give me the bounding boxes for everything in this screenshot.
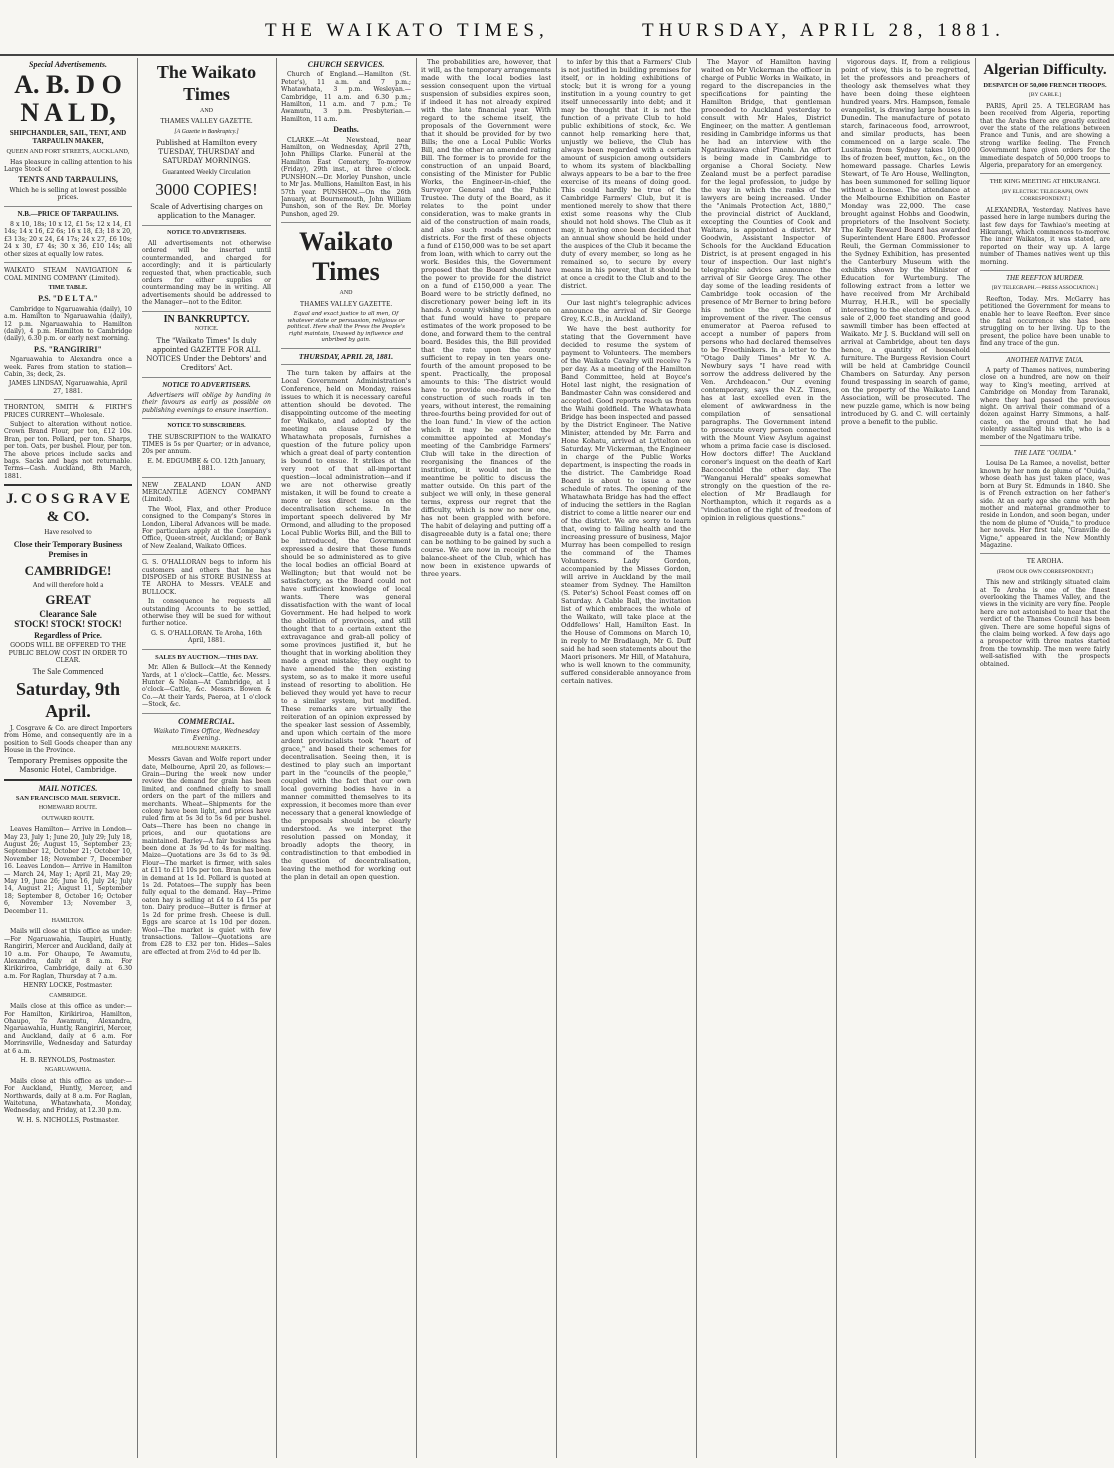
column-8: [980, 58, 1110, 1458]
te-aroha-sub: (FROM OUR OWN CORRESPONDENT.): [996, 568, 1094, 575]
edgumbe-sign: E. M. EDGUMBE & CO. 12th January, 1881.: [147, 457, 266, 473]
sf-mail-heading: SAN FRANCISCO MAIL SERVICE.: [15, 794, 121, 802]
temp-premises: Temporary Premises opposite the Masonic Hotel, Cambridge.: [8, 756, 128, 774]
postmaster-nicholls: W. H. S. NICHOLLS, Postmaster.: [16, 1116, 120, 1124]
tents-heading: TENTS AND TARPAULINS,: [18, 175, 118, 185]
nz-loan-heading: NEW ZEALAND LOAN AND MERCANTILE AGENCY COMPANY (Limited).: [142, 481, 271, 504]
despatch-heading: DESPATCH OF 50,000 FRENCH TROOPS.: [983, 82, 1107, 89]
reefton-sub: [BY TELEGRAPH.—PRESS ASSOCIATION.]: [991, 285, 1099, 292]
algerian-text: PARIS, April 25. A TELEGRAM has been received from Algeria, reporting that the Arabs there are greatly excited over the state of the relations between France and Tunis, and are showing a strong warlike feeling. The French Government have given orders for the immediate despatch of 50,000 troops to Algeria, preparatory for an emergency.: [980, 102, 1110, 170]
title-and: AND: [200, 108, 213, 114]
column-rule: [556, 58, 557, 1458]
outward-heading: OUTWARD ROUTE.: [41, 815, 95, 822]
column-rule: [137, 58, 138, 1458]
cosgrave-name: J. C O S G R A V E & CO.: [5, 491, 131, 526]
timetable-heading: TIME TABLE.: [48, 284, 88, 291]
divider: [142, 377, 271, 378]
divider: [142, 713, 271, 714]
divider: [281, 222, 411, 223]
ouida-text: Louisa De La Ramee, a novelist, better known by her nom de plume of "Ouida," whose death has just taken place, was born at Bury St. Edmunds in 1840. She is of French extraction on her father's side. At an early age she came with her mother and maternal grandmother to reside in London, and soon began, under the nom de plume of "Ouida," to produce her novels. Her first tale, "Granville de Vigne," appeared in the New Monthly Magazine.: [980, 460, 1110, 549]
king-meeting-heading: THE KING MEETING AT HIKURANGI.: [989, 178, 1101, 186]
divider: [980, 553, 1110, 554]
notice-advertisers-heading: NOTICE TO ADVERTISERS.: [167, 229, 246, 236]
editorial-date: THURSDAY, APRIL 28, 1881.: [298, 351, 394, 361]
divider: [4, 206, 132, 207]
cosgrave-hold: And will therefore hold a: [32, 580, 104, 589]
masthead: [0, 18, 1114, 56]
delta-heading: P.S. "D E L T A.": [38, 294, 98, 304]
scale-text: Scale of Advertising charges on application to the Manager.: [150, 202, 263, 220]
column-rule: [836, 58, 837, 1458]
thornton-heading: THORNTON, SMITH & FIRTH'S PRICES CURRENT—Wholesale.: [4, 404, 132, 419]
divider: [4, 262, 132, 263]
divider: [4, 779, 132, 781]
tarpaulin-price-heading: N.B.—PRICE OF TARPAULINS.: [17, 209, 119, 218]
special-ads-heading: Special Advertisements.: [29, 60, 107, 69]
regardless-heading: Regardless of Price.: [34, 630, 102, 640]
church-text: Church of England.—Hamilton (St. Peter's), 11 a.m. and 7 p.m.; Whatawhata, 3 p.m. Wesleyan.—Cambridge, 11 a.m. and 6.30 p.m.; Hamilton, 11 a.m. and 7 p.m.; Te Awamutu, 3 p.m. Presbyterian.—Hamilton, 11 a.m.: [281, 71, 411, 123]
notice-subscribers-heading: NOTICE TO SUBSCRIBERS.: [167, 423, 246, 430]
sales-heading: SALES BY AUCTION.—THIS DAY.: [155, 653, 258, 661]
ngaruawahia-mail-text: Mails close at this office as under:—For Auckland, Huntly, Mercer, and Northwards, daily at 8 a.m. For Raglan, Waitetuna, Whatawhata, Monday, Wednesday, and Friday, at 12.30 p.m.: [4, 1077, 132, 1115]
title-and-2: AND: [339, 290, 353, 297]
melbourne-heading: MELBOURNE MARKETS.: [171, 745, 241, 752]
cambridge-heading: CAMBRIDGE!: [24, 562, 112, 578]
column-rule: [696, 58, 697, 1458]
king-meeting-sub: [BY ELECTRIC TELEGRAPH, OWN CORRESPONDENT.]: [1001, 188, 1089, 203]
published-text: Published at Hamilton every TUESDAY, THURSDAY and SATURDAY MORNINGS.: [155, 139, 258, 166]
delta-text: Cambridge to Ngaruawahia (daily), 10 a.m. Hamilton to Ngaruawahia (daily), 12 p.m. Ngaruawahia to Hamilton (daily), 4 p.m. Hamilton to Cambridge (daily), 6.30 p.m. or early next morning.: [4, 305, 132, 343]
divider: [142, 649, 271, 650]
ouida-heading: THE LATE "OUIDA.": [1013, 449, 1077, 458]
great-heading: GREAT: [45, 592, 91, 608]
algerian-heading: Algerian Difficulty.: [983, 62, 1107, 78]
divider: [281, 348, 411, 349]
nz-loan-text: The Wool, Flax, and other Produce consigned to the Company's Stores in London, Liberal Advances will be made. For particulars apply at the Company's Office, Queen-street, Auckland; or Bank of New Zealand, Waikato Offices.: [142, 505, 271, 550]
divider: [4, 484, 132, 486]
ngaruawahia-mail-heading: NGARUAWAHIA.: [44, 1067, 92, 1074]
ohalloran-text: In consequence he requests all outstanding Accounts to be settled, otherwise they will be sued for without further notice.: [142, 598, 271, 628]
divider: [980, 445, 1110, 446]
sale-commenced: The Sale Commenced: [32, 666, 104, 676]
rangiriri-text: Ngaruawahia to Alexandra once a week. Fares from station to station—Cabin, 3s; deck, 2s.: [4, 356, 132, 378]
deaths-text: CLARKE.—At Newstead, near Hamilton, on Wednesday, April 27th, John Phillips Clarke. Funeral at the Hamilton East Cemetery, To-morrow (Friday), 29th inst., at three o'clock. PUNSHON.—Dr. Morley Punshon, uncle to Mr Jas. Mullions, Hamilton East, in his 57th year. PUNSHON.—On the 26th January, at Bournemouth, John William Punshon, son of the Rev. Dr. Morley Punshon, aged 29.: [281, 136, 411, 218]
motto: Equal and exact justice to all men, Of whatever state or persuasion, religious or political. Here shall the Press the People's right maintain, Unawed by influence and unbribed by gain.: [287, 310, 405, 344]
tarpaulin-prices: 8 x 10, 18s; 10 x 12, £1 5s; 12 x 14, £1 14s; 14 x 16, £2 6s; 16 x 18, £3; 18 x 20, £3 13s; 20 x 24, £4 17s; 24 x 27, £6 10s; 24 x 30, £7 4s; 30 x 36, £10 14s; all other sizes at equally low rates.: [4, 221, 132, 258]
rangiriri-heading: P.S. "RANGIRIRI": [34, 344, 102, 354]
column-7: [841, 58, 970, 1458]
mail-schedule: Leaves Hamilton— Arrive in London— May 23, July 1; June 20, July 29; July 18, August 26; August 15, September 23; September 12, October 21; October 10, November 18; November 7, December 16. Leaves London— Arrive in Hamilton— March 24, May 1; April 21, May 29; May 19, June 26; June 16, July 24; July 14, August 21; August 11, September 18; September 8, October 16; October 6, November 13; November 3, December 11.: [4, 826, 132, 915]
abd-trade: SHIPCHANDLER, SAIL, TENT, AND TARPAULIN MAKER,: [9, 129, 127, 145]
cambridge-mail-heading: CAMBRIDGE.: [49, 992, 87, 999]
king-meeting-text: ALEXANDRA, Yesterday. Natives have passed here in large numbers during the last few days for Tawhiao's meeting at Hikurangi, which commences to-morrow. The inner Waikatos, it was stated, are reported on their way up. A large number of Thames natives went up this morning.: [980, 206, 1110, 266]
notice-subscribers-text: THE SUBSCRIPTION to the WAIKATO TIMES is 5s per Quarter; or in advance, 20s per annum.: [142, 433, 271, 456]
divider: [980, 270, 1110, 271]
bankruptcy-heading: IN BANKRUPTCY.: [163, 313, 250, 325]
commercial-heading: COMMERCIAL.: [178, 716, 235, 726]
gazette-sub: [A Gazette in Bankruptcy.]: [174, 128, 239, 135]
by-cable: [BY CABLE.]: [1029, 92, 1061, 99]
editorial-text-1: The turn taken by affairs at the Local Government Administration's Conference, held on Monday, raises issues to which it is necessary careful attention should be devoted. The disappointing outcome of the meeting for Waikato, and adopted by the meeting on clause 2 of the Whatawhata proposals, furnishes a question of the future policy upon which a great deal of party contention is bound to ensue. It strikes at the very root of that all-important question—local administration—and if we are not otherwise greatly mistaken, it will be found to create a more or less direct issue on the decentralisation scheme. In the important speech delivered by Mr Ormond, and alluding to the proposed Local Public Works Bill, and the Bill to be introduced, the Government expressed a desire that these funds should be so administered as to give the local bodies an official Board at Wellington; but that would not be satisfactory, as the Board could not have sufficient knowledge of local wants. There was general dissatisfaction with the want of local Government. He had helped to work the abolition of provinces, and still thought that to a certain extent the extravagance and grab-all policy of some provinces justified it, but he thought that in working abolition they made a great mistake; they ought to have amended the then existing system, so as to make it more useful instead of resorting to abolition. He believed they would yet have to recur to a similar system, but modified. These remarks are virtually the reiteration of an opinion expressed by the speaker last session of Assembly, and upon which certain of the more ardent provincialists took "heart of grace," and based their schemes for decentralisation. Seeing then, it is destined to play such an important part in the "councils of the people," coupled with the fact that our own local governing bodies have in a manner committed themselves to its expression, it becomes more than ever necessary that a general knowledge of the proposals should be clearly understood. As we interpret the resolution passed on Monday, it broadly adopts the theory, in contradistinction to that embodied in the question of decentralisation, leaving the method for working out the plan in detail an open question.: [281, 369, 411, 882]
guaranteed-text: Guaranteed Weekly Circulation: [162, 168, 251, 177]
divider: [142, 418, 271, 419]
masthead-date: THURSDAY, APRIL 28, 1881.: [642, 20, 1005, 41]
gazette-title-2: THAMES VALLEY GAZETTE.: [299, 299, 393, 308]
local-news-text: We have the best authority for stating that the Government have decided to resume the system of payment to Volunteers. The members of the Waikato Cavalry will receive 7s per day. As a meeting of the Hamilton Band Committee, held at Boyce's Hotel last night, the resignation of Bandmaster Cahn was considered and accepted. Good reports reach us from the Waihi goldfield. The Whatawhata Bridge has been inspected and passed by the District Engineer. The Native Minister, attended by Mr. Farra and Hone Kohatu, arrived at Lyttelton on Saturday. Mr Vickerman, the Engineer in charge of the Public Works department, is inspecting the roads in the district. The Cambridge Road Board is about to issue a new schedule of rates. The opening of the Whatawhata Bridge has had the effect of inducing the settlers in the Raglan district to come a little nearer our end of the district. We are sorry to learn that, owing to failing health and the increasing pressure of business, Major Murray has been compelled to resign the command of the Thames Volunteers. Lady Gordon, accompanied by the Misses Gordon, will arrive in Auckland by the mail steamer from Sydney. The Hamilton (S. Peter's) School Feast comes off on Saturday. A Cable Ball, the invitation list of which embraces the whole of the Waikato, will take place at the Oddfellows' Hall, Hamilton East. In the House of Commons on March 10, in reply to Mr Bradlaugh, Mr G. Duff said he had seen statements about the Maori prisoners. Mr Hill, of Matahura, who is well known to the community, suffered considerable annoyance from certain natives.: [561, 325, 691, 685]
tents-sub: Which he is selling at lowest possible prices.: [9, 186, 127, 202]
column-rule: [416, 58, 417, 1458]
column-rule: [276, 58, 277, 1458]
deaths-heading: Deaths.: [333, 125, 359, 135]
column-3: [281, 58, 411, 1458]
native-taua-text: A party of Thames natives, numbering close on a hundred, are now on their way to King's meeting, arrived at Cambridge on Monday from Taranaki, where they had passed the previous night. On arrival their command of a dozen against Harry Simmons, a half-caste, on the ground that he had violently assaulted his wife, who is a member of the Ngatimaru tribe.: [980, 367, 1110, 441]
notice-advertisers-text: All advertisements not otherwise ordered will be inserted until countermanded, and charged for accordingly; and it is particularly requested that, when practicable, such orders for either supplies or countermanding may be in writing. All advertisements should be addressed to the Manager—not to the Editor.: [142, 240, 271, 307]
local-news-text-3: vigorous days. If, from a religious point of view, this is to be regretted, let the professors and preachers of theology ask themselves what they have been doing these eighteen hundred years. Mrs. Hampson, female evangelist, is drawing large houses in Dunedin. The manufacture of potato starch, farinaceous food, arrowroot, and similar products, has been commenced on a large scale. The Lusitania from Sydney takes 10,000 lbs of frozen beef, mutton, &c., on the homeward passage. Charles Lewis Stewart, of Te Aro House, Wellington, has been summoned for selling liquor without a license. The attendance at the Melbourne Exhibition on Easter Monday was 22,000. The case brought against Hobbs and Goodwin, proprietors of the Insolvent Society. The Kelly Reward Board has awarded Superintendent Hare £800. Professor Reuli, the German Commissioner to the Sydney Exhibition, has presented the Canterbury Museum with the exhibits shown by the Minister of Education for Wurtemburg. The following extract from a letter we have received from Mr Archibald Murray, H.H.R., will be specially interesting to the electors of Bruce. A sale of 2,000 feet standing and good sawmill timber has been effected at Waikato. Mr J. S. Buckland will sell on arrival at Cambridge, about ten days hence, a quantity of household furniture. The Burgess Revision Court will be held at Cambridge Council Chambers on Saturday. Any person found trespassing in search of game, on the property of the Waikato Land Association, will be prosecuted. The new puzzle game, which is now being introduced by G. and C. will certainly prove a benefit to the public.: [841, 58, 970, 426]
masthead-title: THE WAIKATO TIMES,: [265, 20, 549, 41]
thornton-text: Subject to alteration without notice. Crown Brand Flour, per ton, £12 10s. Bran, per ton. Pollard, per ton. Sharps, per ton. Oats, per bushel. Flour, per ton. The above prices include sacks and bags. Sacks and bags not returnable. Terms—Cash. Auckland, 8th March, 1881.: [4, 421, 132, 480]
copies-heading: 3000 COPIES!: [155, 179, 258, 199]
column-4: [421, 58, 551, 1458]
bankruptcy-text: The "Waikato Times" Is duly appointed GAZETTE FOR ALL NOTICES Under the Debtors' and Creditors' Act.: [146, 336, 267, 372]
melbourne-text: Messrs Gavan and Wolfe report under date, Melbourne, April 20, as follows:—Grain—During the week now under review the demand for grain has been limited, and confined chiefly to small orders on the part of the millers and merchants. Wheat—Shipments for the colony have been light, and prices have ruled firm at 5s 3d to 5s 6d per bushel. Oats—There has been no change in prices, and our quotations are maintained. Barley—A fair business has been done at 3s 9d to 4s for malting. Maize—Quotations are 3s 6d to 3s 9d. Flour—The market is firmer, with sales at £11 to £11 10s per ton. Bran has been in demand at 1s 1d. Pollard is quoted at 1s 2d. Potatoes—The supply has been fully equal to the demand. Hay—Prime oaten hay is selling at £4 to £4 15s per ton. Dairy produce—Butter is firmer at 1s 2d for prime fresh. Cheese is dull. Eggs are scarce at 1s 10d per dozen. Wool—The market is quiet with few transactions. Tallow—Quotations are from £28 to £32 per ton. Hides—Sales are effected at from 2½d to 4d per lb.: [142, 756, 271, 956]
divider: [980, 173, 1110, 174]
waikato-times-title: The Waikato Times: [156, 62, 257, 104]
saturday-date: Saturday, 9th April.: [15, 678, 121, 721]
column-2: [142, 58, 271, 1458]
divider: [142, 554, 271, 555]
divider: [142, 225, 271, 226]
notice-advertisers-2-text: Advertisers will oblige by handing in their favours as early as possible on publishing evenings to ensure insertion.: [142, 391, 271, 414]
commercial-office: Waikato Times Office, Wednesday Evening.: [153, 727, 260, 743]
reefton-text: Reefton, Today. Mrs. McGarry has petitioned the Government for means to enable her to leave Reefton. Ever since the fatal occurrence she has been struggling on to her living. Up to the present, the police have been unable to find any trace of the gun.: [980, 295, 1110, 348]
cosgrave-text: J. Cosgrave & Co. are direct Importers from Home, and consequently are in a position to Sell Goods cheaper than any House in the Province.: [4, 724, 132, 755]
column-6: [701, 58, 831, 1458]
divider: [561, 294, 691, 295]
divider: [4, 399, 132, 400]
abd-address: QUEEN AND FORT STREETS, AUCKLAND,: [6, 148, 130, 156]
cosgrave-close: Close their Temporary Business Premises in: [13, 539, 123, 559]
mail-notices-heading: MAIL NOTICES.: [38, 783, 98, 793]
divider: [142, 311, 271, 312]
local-news-text-2: The Mayor of Hamilton having waited on Mr Vickerman the officer in charge of Public Works in Waikato, in regard to the discrepancies in the specifications for painting the Hamilton Bridge, that gentleman proceeded to Auckland yesterday to consult with Mr Hales, District Engineer, on the matter. A gentleman residing in Cambridge informs us that he had an interview with the Ngatiraukawa chief Pinohi. An effort is being made in Cambridge to organise a Choral Society. New Zealand must be a perfect paradise for the legal profession, to judge by the way in which the ranks of the lawyers are being increased. Under the "Animals Protection Act, 1880," the provincial district of Auckland, excepting the Counties of Cook and Waitara, is appointed a district. Mr Goodwin, Assistant Inspector of Schools for the Auckland Education District, is at present engaged in his tour of inspection. Our last night's telegraphic advices announce the arrival of Sir George Grey. The other day some of the leading residents of Cambridge took occasion of the presence of Mr Berner to bring before his notice the question of improvement of the river. The census enumerator at Paeroa refused to accept a number of papers from persons who had declared themselves to be Freethinkers. In a letter to the "Otago Daily Times" Mr W. A. Newbury says "I have read with sorrow the address delivered by the Ven. Archdeacon." Our evening contemporary, says the N.Z. Times, has at last excelled even in the element of awkwardness in the compilation of sensational paragraphs. The Government intend to prosecute every person connected with the Mount View Asylum against whom a prima facie case is disclosed. How doctors differ! The Auckland coroner's inquest on the death of Karl Baccoccohld the other day. The "Wanganui Herald" speaks somewhat strongly on the question of the re-election of Mr Bradlaugh for Northampton, which it regards as a "vindication of the right of freedom of opinion in religious questions.": [701, 58, 831, 522]
clearance-heading: Clearance Sale: [39, 609, 97, 620]
ohalloran-sign: G. S. O'HALLORAN. Te Aroha, 16th April, 1881.: [151, 629, 262, 645]
gazette-title: THAMES VALLEY GAZETTE.: [160, 117, 253, 126]
abd-text: Has pleasure in calling attention to his Large Stock of: [4, 158, 132, 174]
hamilton-mail-text: Mails will close at this office as under:—For Ngaruawahia, Taupiri, Huntly, Rangiriri, Mercer and Auckland, daily at 10 a.m. For Ohaupo, Te Awamutu, Alexandra, daily at 8 a.m. For Kirikiriroa, Cambridge, daily at 6.30 a.m. For Raglan, Thursday at 7 a.m.: [4, 928, 132, 980]
church-heading: CHURCH SERVICES.: [307, 60, 385, 69]
divider: [980, 352, 1110, 353]
sales-text: Mr. Allen & Bullock—At the Kennedy Yards, at 1 o'clock—Cattle, &c. Messrs. Hunter & Nolan—At Cambridge, at 1 o'clock—Cattle, &c. Messrs. Bowen & Co.—At their Yards, Paeroa, at 1 o'clock—Stock, &c.: [142, 664, 271, 709]
cosgrave-have: Have resolved to: [44, 528, 92, 537]
homeward-heading: HOMEWARD ROUTE.: [38, 805, 98, 812]
telegraphic-advices: Our last night's telegraphic advices announce the arrival of Sir George Grey, K.C.B., in Auckland.: [561, 299, 691, 323]
column-5: [561, 58, 691, 1458]
postmaster-locke: HENRY LOCKE, Postmaster.: [23, 982, 113, 990]
hamilton-mail-heading: HAMILTON.: [51, 918, 85, 925]
stock-heading: STOCK! STOCK! STOCK!: [14, 619, 122, 630]
reefton-heading: THE REEFTON MURDER.: [1006, 273, 1084, 282]
editorial-text-2: The probabilities are, however, that it will, as the temporary arrangements made with the local bodies last session consequent upon the virtual suspension of subsidies expires soon, if indeed it has not already expired with the late financial year. With regard to the scheme itself, the proposals of the Government were that it should be provided for by two Bills; the one a Local Public Works Bill, and the other an amended rating Bill. The former is to provide for the construction of an unpaid Board, consisting of the Minister for Public Works, the Engineer-in-chief, the Surveyor General and the Public Trustee. The duty of the Board, as it relates to the point under consideration, was to make grants in aid of the construction of main roads, and also such roads as connect districts. For the first of these objects a fund of £150,000 was to be set apart from loan, with which to carry out the work. Besides this, the Government proposed that the Board should have the power to provide for the district on a fund of £150,000 a year. The Board were to be strictly defined, no discretionary power being left in its hands. A county wishing to operate on that fund would have to prepare estimates of the work proposed to be done, and forward them to the central board. Besides this, the Bill provided that the rate upon the county sufficient to repay in ten years one-fourth of the amount proposed to be spent. Practically, the proposal amounts to this: 'The district would have to provide one-fourth of the construction of such roads in ten years, without interest, the remaining three-fourths being provided for out of the loan fund.' In view of the action which it may be expected the committee appointed at Monday's meeting of the Cambridge Farmers' Club will take in the direction of reorganising the finances of the institution, it would not in the meantime be politic to discuss the matter outside. On this part of the subject we will only, in these general terms, express our regret that the difficulty, which is now no new one, has not been grappled with before. The habit of delaying and putting off a disagreeable duty is a fatal one; there can be nothing to be gained by such a course. We are now in receipt of the balance-sheet of the Club, which has now been in existence upwards of three years.: [421, 58, 551, 578]
divider: [142, 477, 271, 478]
editorial-text-3: to infer by this that a Farmers' Club is not justified in building premises for itself, or in holding exhibitions of stock; but it is wrong for a young institution in a young country to get itself unnecessarily into debt; and it may be thought that it is not the function of a private Club to hold public exhibitions of stock, &c. We cannot help remarking here that, unjustly we believe, the Club has always been regarded with a certain amount of suspicion among outsiders to whom its system of blackballing always appears to be a bar to the free exercise of its means of doing good. This could hardly be true of the Cambridge Farmers' Club, but it is mentioned merely to show that there exist some reasons why the Club should not hold shows. The Club as it may, it having once been decided that an annual show should be held under the auspices of the Club it became the duty of every member, so long as he remained so, to secure by every means in his power, that it should be at once a credit to the Club and to the district.: [561, 58, 691, 290]
waikato-times-title-2: Waikato Times: [299, 227, 393, 287]
goods-text: GOODS WILL BE OFFERED TO THE PUBLIC BELOW COST IN ORDER TO CLEAR.: [8, 642, 128, 665]
notice-advertisers-2-heading: NOTICE TO ADVERTISERS.: [162, 380, 251, 389]
ohalloran-heading: G. S. O'HALLORAN begs to inform his customers and others that he has DISPOSED of his STORE BUSINESS at TE AROHA to Messrs. VEALE and BULLOCK.: [142, 559, 271, 596]
native-taua-heading: ANOTHER NATIVE TAUA.: [1006, 355, 1084, 364]
bankruptcy-notice: NOTICE.: [194, 326, 219, 333]
postmaster-reynolds: H. B. REYNOLDS, Postmaster.: [20, 1056, 116, 1064]
lindsay-sign: JAMES LINDSAY, Ngaruawahia, April 27, 1881.: [8, 380, 128, 395]
abd-name: A. B. D O N A L D,: [14, 70, 122, 128]
column-rule: [975, 58, 976, 1458]
cambridge-mail-text: Mails close at this office as under:—For Hamilton, Kirikiriroa, Hamilton, Ohaupo, Te Awamutu, Alexandra, Ngaruawahia, Huntly, Rangiriri, Mercer, and Auckland, daily at 6 a.m. For Morrinsville, Wednesday and Saturday at 6 a.m.: [4, 1003, 132, 1055]
steam-company: WAIKATO STEAM NAVIGATION & COAL MINING COMPANY (Limited).: [4, 267, 132, 282]
column-1: [4, 58, 132, 1458]
te-aroha-text: This new and strikingly situated claim at Te Aroha is one of the finest overlooking the Thames Valley, and the views in the vicinity are very fine. People here are not astonished to hear that the verdict of the Thames Council has been given. There are some hopeful signs of the claim being worked. A few days ago a prospector with three mates started from the township. The men were fairly well-satisfied with the prospects obtained.: [980, 579, 1110, 668]
divider: [281, 364, 411, 365]
te-aroha-heading: TE AROHA.: [1026, 557, 1064, 566]
